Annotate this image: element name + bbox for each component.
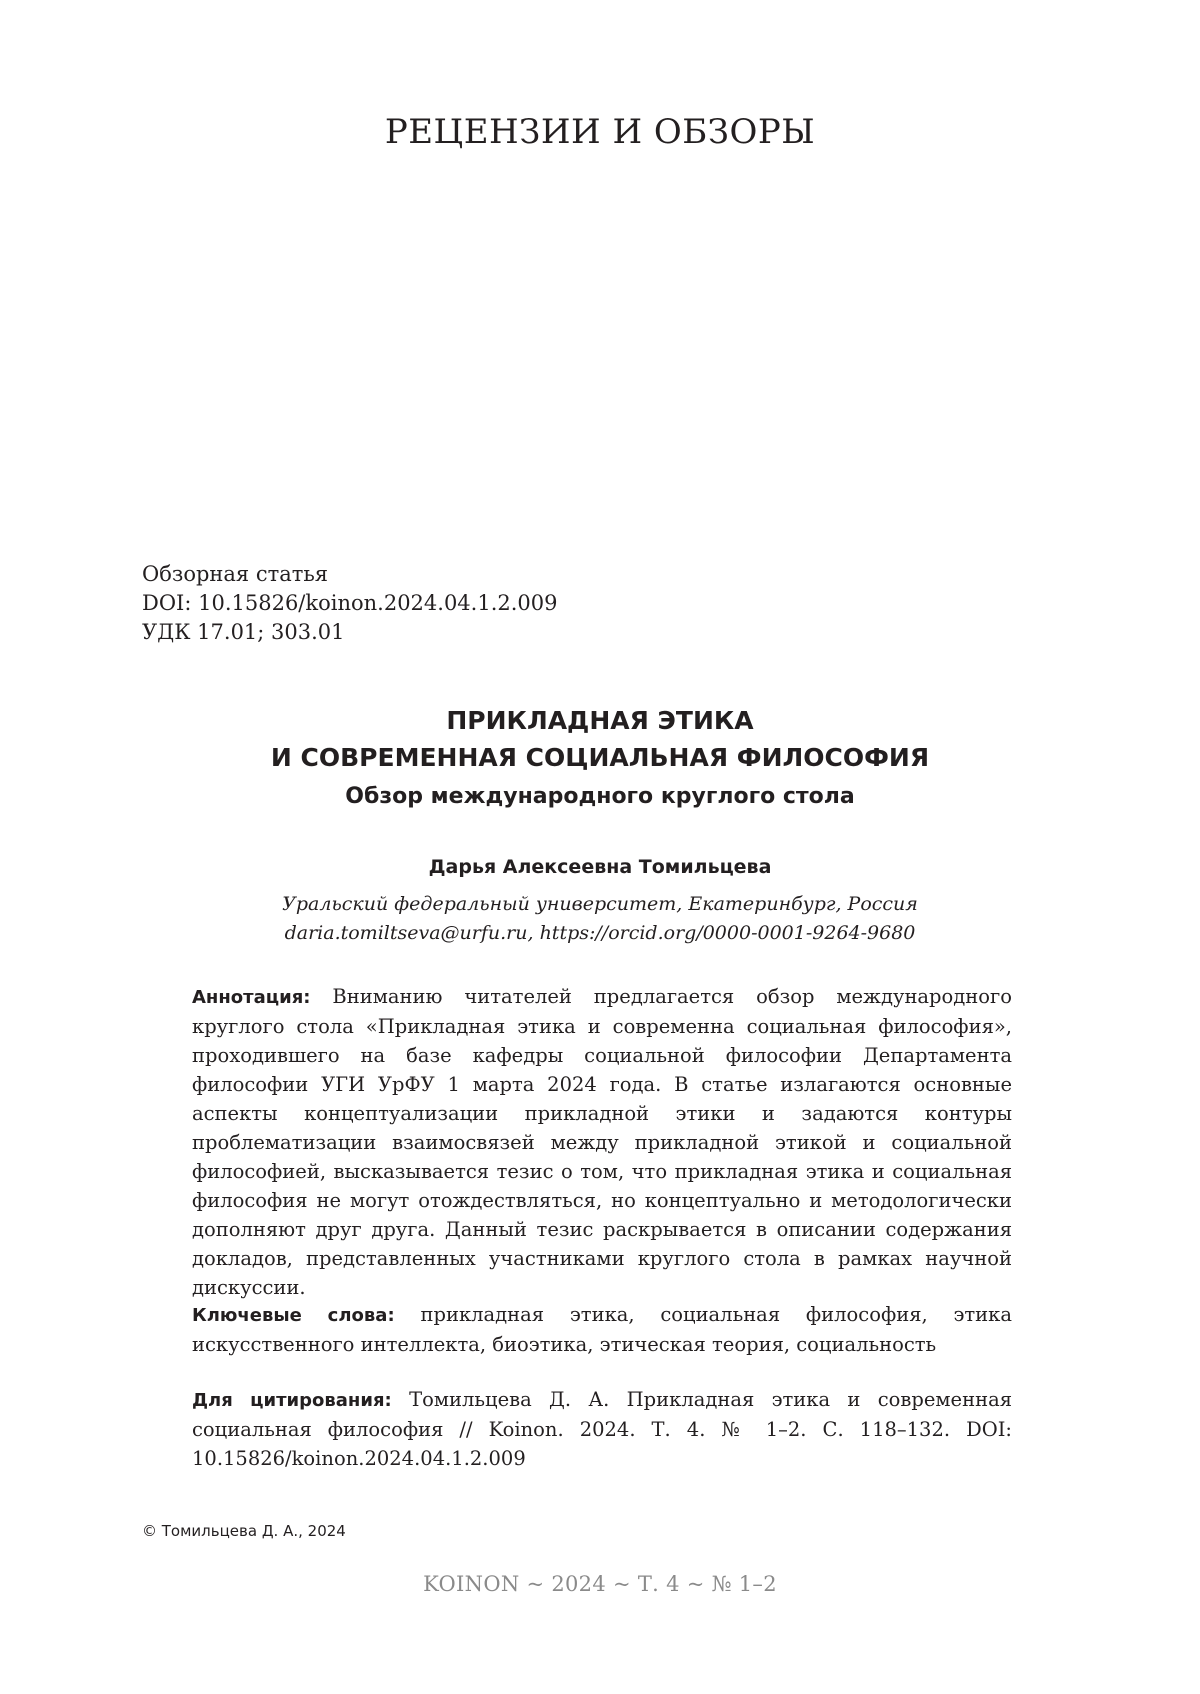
- citation-text: Томильцева Д. А. Прикладная этика и современная социальная философия // Koinon. 2024. Т. 4. № 1–2. С. 118–132. DOI: 10.15826/koinon.2024.04.1.2.009: [192, 1388, 1012, 1470]
- article-meta: [142, 560, 558, 647]
- keywords: [192, 1300, 1012, 1359]
- journal-footer: KOINON ~ 2024 ~ Т. 4 ~ № 1–2: [0, 1572, 1200, 1596]
- author-contacts: daria.tomiltseva@urfu.ru, https://orcid.org/0000-0001-9264-9680: [0, 919, 1200, 948]
- udk: УДК 17.01; 303.01: [142, 618, 558, 647]
- abstract-label: Аннотация:: [192, 987, 332, 1008]
- abstract-text: Вниманию читателей предлагается обзор международного круглого стола «Прикладная этика и современна социальная философия», проходившего на базе кафедры социальной философии Департамента философии УГИ УрФУ 1 марта 2024 года. В статье излагаются основные аспекты концептуализации прикладной этики и задаются контуры проблематизации взаимосвязей между прикладной этикой и социальной философией, высказывается тезис о том, что прикладная этика и социальная философия не могут отождествляться, но концептуально и методологически дополняют друг друга. Данный тезис раскрывается в описании содержания докладов, представленных участниками круглого стола в рамках научной дискуссии.: [192, 985, 1012, 1299]
- doi: DOI: 10.15826/koinon.2024.04.1.2.009: [142, 589, 558, 618]
- affiliation: Уральский федеральный университет, Екатеринбург, Россия: [0, 890, 1200, 919]
- article-subtitle: Обзор международного круглого стола: [0, 784, 1200, 809]
- section-title: РЕЦЕНЗИИ И ОБЗОРЫ: [0, 112, 1200, 152]
- keywords-label: Ключевые слова:: [192, 1305, 420, 1326]
- copyright: © Томильцева Д. А., 2024: [142, 1522, 346, 1540]
- abstract: [192, 982, 1012, 1302]
- title-line-1: ПРИКЛАДНАЯ ЭТИКА: [0, 702, 1200, 739]
- citation-label: Для цитирования:: [192, 1390, 409, 1411]
- article-title: [0, 702, 1200, 776]
- citation: [192, 1385, 1012, 1473]
- title-line-2: И СОВРЕМЕННАЯ СОЦИАЛЬНАЯ ФИЛОСОФИЯ: [0, 739, 1200, 776]
- article-type: Обзорная статья: [142, 560, 558, 589]
- keywords-text: прикладная этика, социальная философия, этика искусственного интеллекта, биоэтика, этическая теория, социальность: [192, 1303, 1012, 1356]
- author-name: Дарья Алексеевна Томильцева: [0, 856, 1200, 878]
- author-affiliation: [0, 890, 1200, 948]
